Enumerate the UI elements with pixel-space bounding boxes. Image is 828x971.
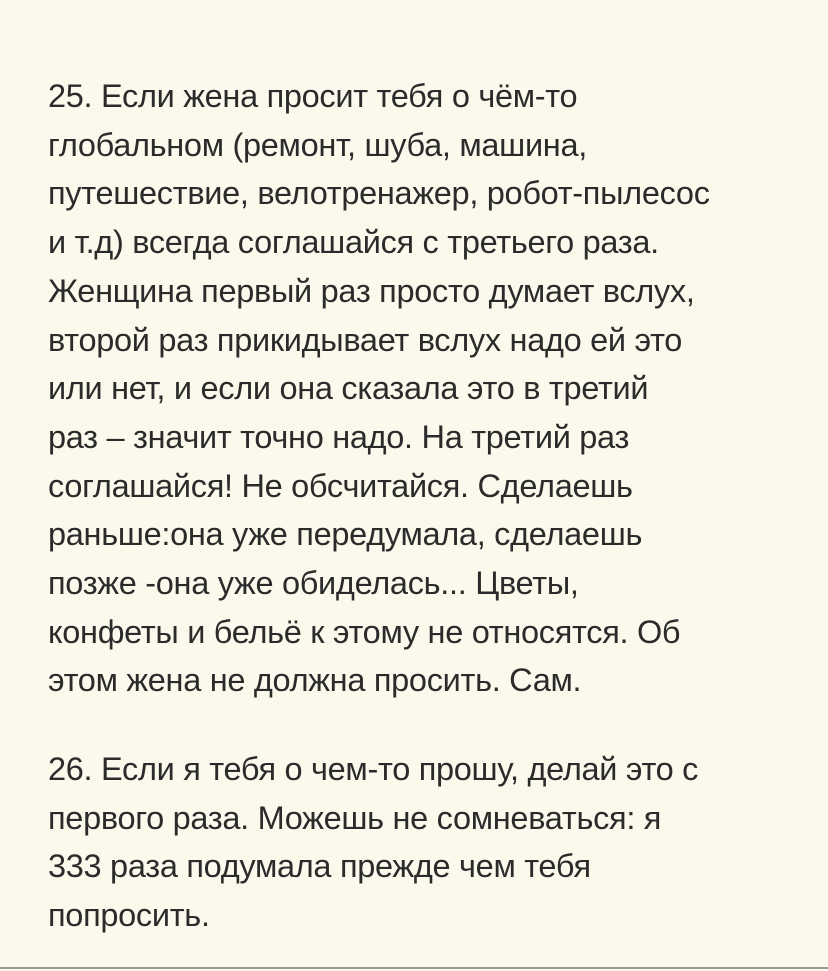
text-line: 26. Если я тебя о чем-то прошу, делай это с: [48, 751, 699, 787]
text-line: глобальном (ремонт, шуба, машина,: [48, 126, 587, 163]
text-line: раньше:она уже передумала, сделаешь: [48, 516, 643, 553]
paragraph-26: [48, 745, 808, 940]
text-line: конфеты и бельё к этому не относятся. Об: [48, 613, 681, 650]
text-line: первого раза. Можешь не сомневаться: я: [48, 799, 662, 836]
text-line: второй раз прикидывает вслух надо ей это: [48, 321, 683, 358]
text-line: соглашайся! Не обсчитайся. Сделаешь: [48, 467, 633, 504]
text-line: позже -она уже обиделась... Цветы,: [48, 565, 579, 602]
text-line: этом жена не должна просить. Сам.: [48, 662, 582, 699]
text-line: и т.д) всегда соглашайся с третьего раза.: [48, 224, 659, 261]
paragraph-25: [48, 72, 808, 705]
text-line: 333 раза подумала прежде чем тебя: [48, 848, 591, 885]
text-line: Женщина первый раз просто думает вслух,: [48, 272, 695, 309]
text-line: попросить.: [48, 897, 210, 934]
bottom-divider: [0, 967, 828, 969]
text-line: раз – значит точно надо. На третий раз: [48, 418, 630, 455]
text-line: путешествие, велотренажер, робот-пылесос: [48, 175, 710, 212]
text-line: 25. Если жена просит тебя о чём-то: [48, 78, 578, 114]
text-line: или нет, и если она сказала это в третий: [48, 370, 649, 407]
